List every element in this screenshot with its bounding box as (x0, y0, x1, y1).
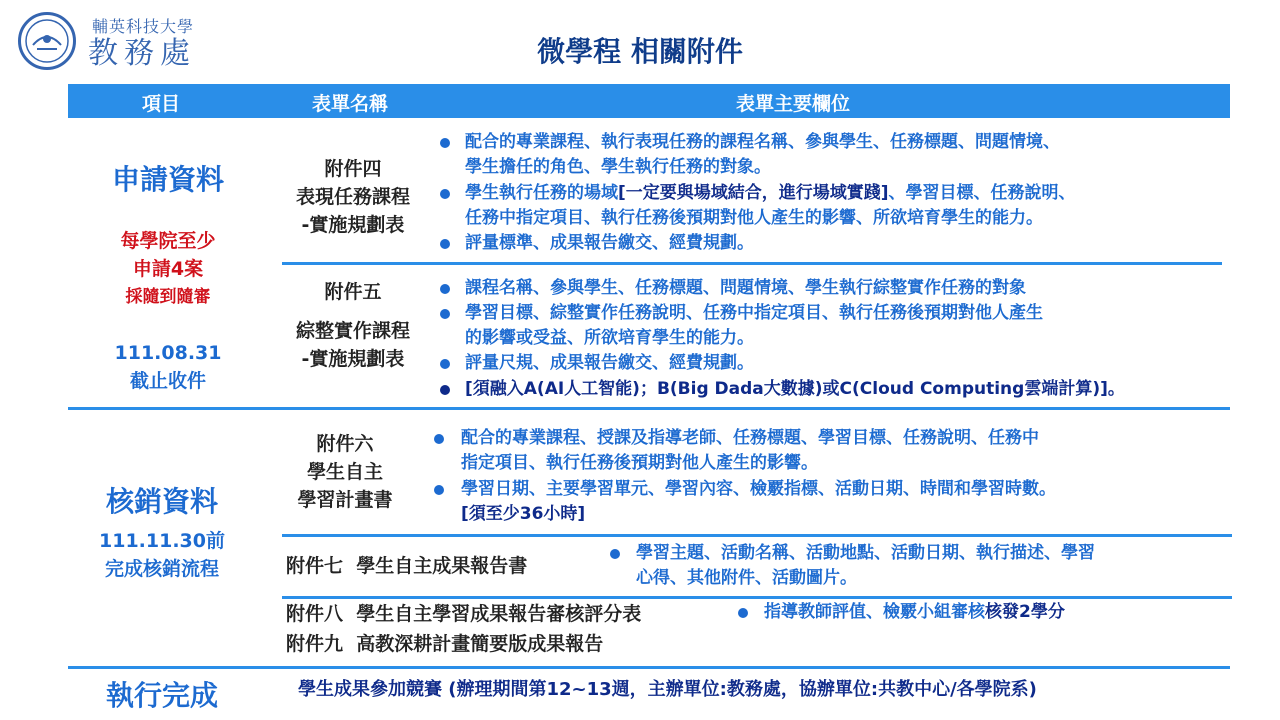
bullet-dot (434, 434, 444, 444)
office-name: 教務處 (88, 36, 196, 71)
form5-bullet-1: 課程名稱、參與學生、任務標題、問題情境、學生執行綜整實作任務的對象 (465, 278, 1026, 298)
bullet-dot (434, 485, 444, 495)
page-title: 微學程 相關附件 (537, 35, 743, 68)
bullet-dot (440, 359, 450, 369)
apply-deadline-text: 截止收件 (129, 370, 206, 392)
form7-bullet-1b: 心得、其他附件、活動圖片。 (636, 568, 857, 588)
form5-bullet-2a: 學習目標、綜整實作任務說明、任務中指定項目、執行任務後預期對他人產生 (465, 303, 1043, 323)
verify-process: 完成核銷流程 (104, 558, 219, 580)
form4-bullet-2a: 學生執行任務的場域[一定要與場域結合，進行場域實踐]、學習目標、任務說明、 (465, 183, 1076, 203)
divider-f4-f5 (282, 262, 1222, 265)
bullet-dot (610, 549, 620, 559)
section-verify-title: 核銷資料 (105, 485, 218, 518)
divider-f7-f8 (282, 596, 1232, 599)
form4-bullet-1b: 學生擔任的角色、學生執行任務的對象。 (465, 157, 771, 177)
form8-name: 附件八 學生自主學習成果報告審核評分表 (286, 603, 642, 625)
apply-note-1: 每學院至少 (120, 230, 216, 252)
form4-name: 附件四 表現任務課程 -實施規劃表 (295, 158, 410, 236)
form5-bullet-2b: 的影響或受益、所欲培育學生的能力。 (465, 328, 754, 348)
divider-verify-done (68, 666, 1230, 669)
form9-name: 附件九 高教深耕計畫簡要版成果報告 (286, 633, 604, 655)
apply-deadline-date: 111.08.31 (114, 342, 222, 364)
divider-apply-verify (68, 407, 1230, 410)
section-apply-title: 申請資料 (111, 163, 224, 196)
form4-bullet-2b: 任務中指定項目、執行任務後預期對他人產生的影響、所欲培育學生的能力。 (465, 208, 1043, 228)
bullet-dot (440, 239, 450, 249)
verify-deadline: 111.11.30前 (99, 530, 225, 552)
divider-f6-f7 (282, 534, 1232, 537)
bullet-dot (440, 284, 450, 294)
form8-bullet-1: 指導教師評值、檢覈小組審核核發2學分 (764, 602, 1065, 622)
form6-bullet-2b: [須至少36小時] (461, 504, 586, 524)
header-col-main-fields: 表單主要欄位 (736, 93, 851, 115)
form5-label: 附件五 (324, 281, 382, 303)
form5-bullet-4: [須融入A(AI人工智能)；B(Big Dada大數據)或C(Cloud Computing雲端計算)]。 (465, 379, 1125, 399)
university-name: 輔英科技大學 (92, 17, 195, 36)
form6-bullet-2a: 學習日期、主要學習單元、學習內容、檢覈指標、活動日期、時間和學習時數。 (461, 479, 1056, 499)
done-description: 學生成果參加競賽 (辦理期間第12~13週，主辦單位:教務處，協辦單位:共教中心/各學院系) (298, 679, 1037, 700)
form4-bullet-1a: 配合的專業課程、執行表現任務的課程名稱、參與學生、任務標題、問題情境、 (465, 132, 1060, 152)
bullet-dot (738, 608, 748, 618)
form7-bullet-1a: 學習主題、活動名稱、活動地點、活動日期、執行描述、學習 (636, 543, 1095, 563)
header-col-form-name: 表單名稱 (312, 93, 389, 115)
form6-name: 附件六 學生自主 學習計畫書 (297, 433, 393, 511)
bullet-dot (440, 309, 450, 319)
form7-name: 附件七 學生自主成果報告書 (286, 555, 528, 577)
apply-note-3: 採隨到隨審 (125, 287, 211, 307)
form4-bullet-3: 評量標準、成果報告繳交、經費規劃。 (465, 233, 754, 253)
table-header (68, 84, 1230, 118)
bullet-dot (440, 138, 450, 148)
section-done-title: 執行完成 (105, 679, 218, 712)
apply-note-2: 申請4案 (132, 258, 204, 280)
bullet-dot (440, 385, 450, 395)
form6-bullet-1a: 配合的專業課程、授課及指導老師、任務標題、學習目標、任務說明、任務中 (461, 428, 1039, 448)
bullet-dot (440, 189, 450, 199)
header-col-item: 項目 (142, 93, 181, 115)
form5-bullet-3: 評量尺規、成果報告繳交、經費規劃。 (465, 353, 754, 373)
form5-name: 綜整實作課程 -實施規劃表 (295, 320, 410, 370)
form6-bullet-1b: 指定項目、執行任務後預期對他人產生的影響。 (461, 453, 818, 473)
